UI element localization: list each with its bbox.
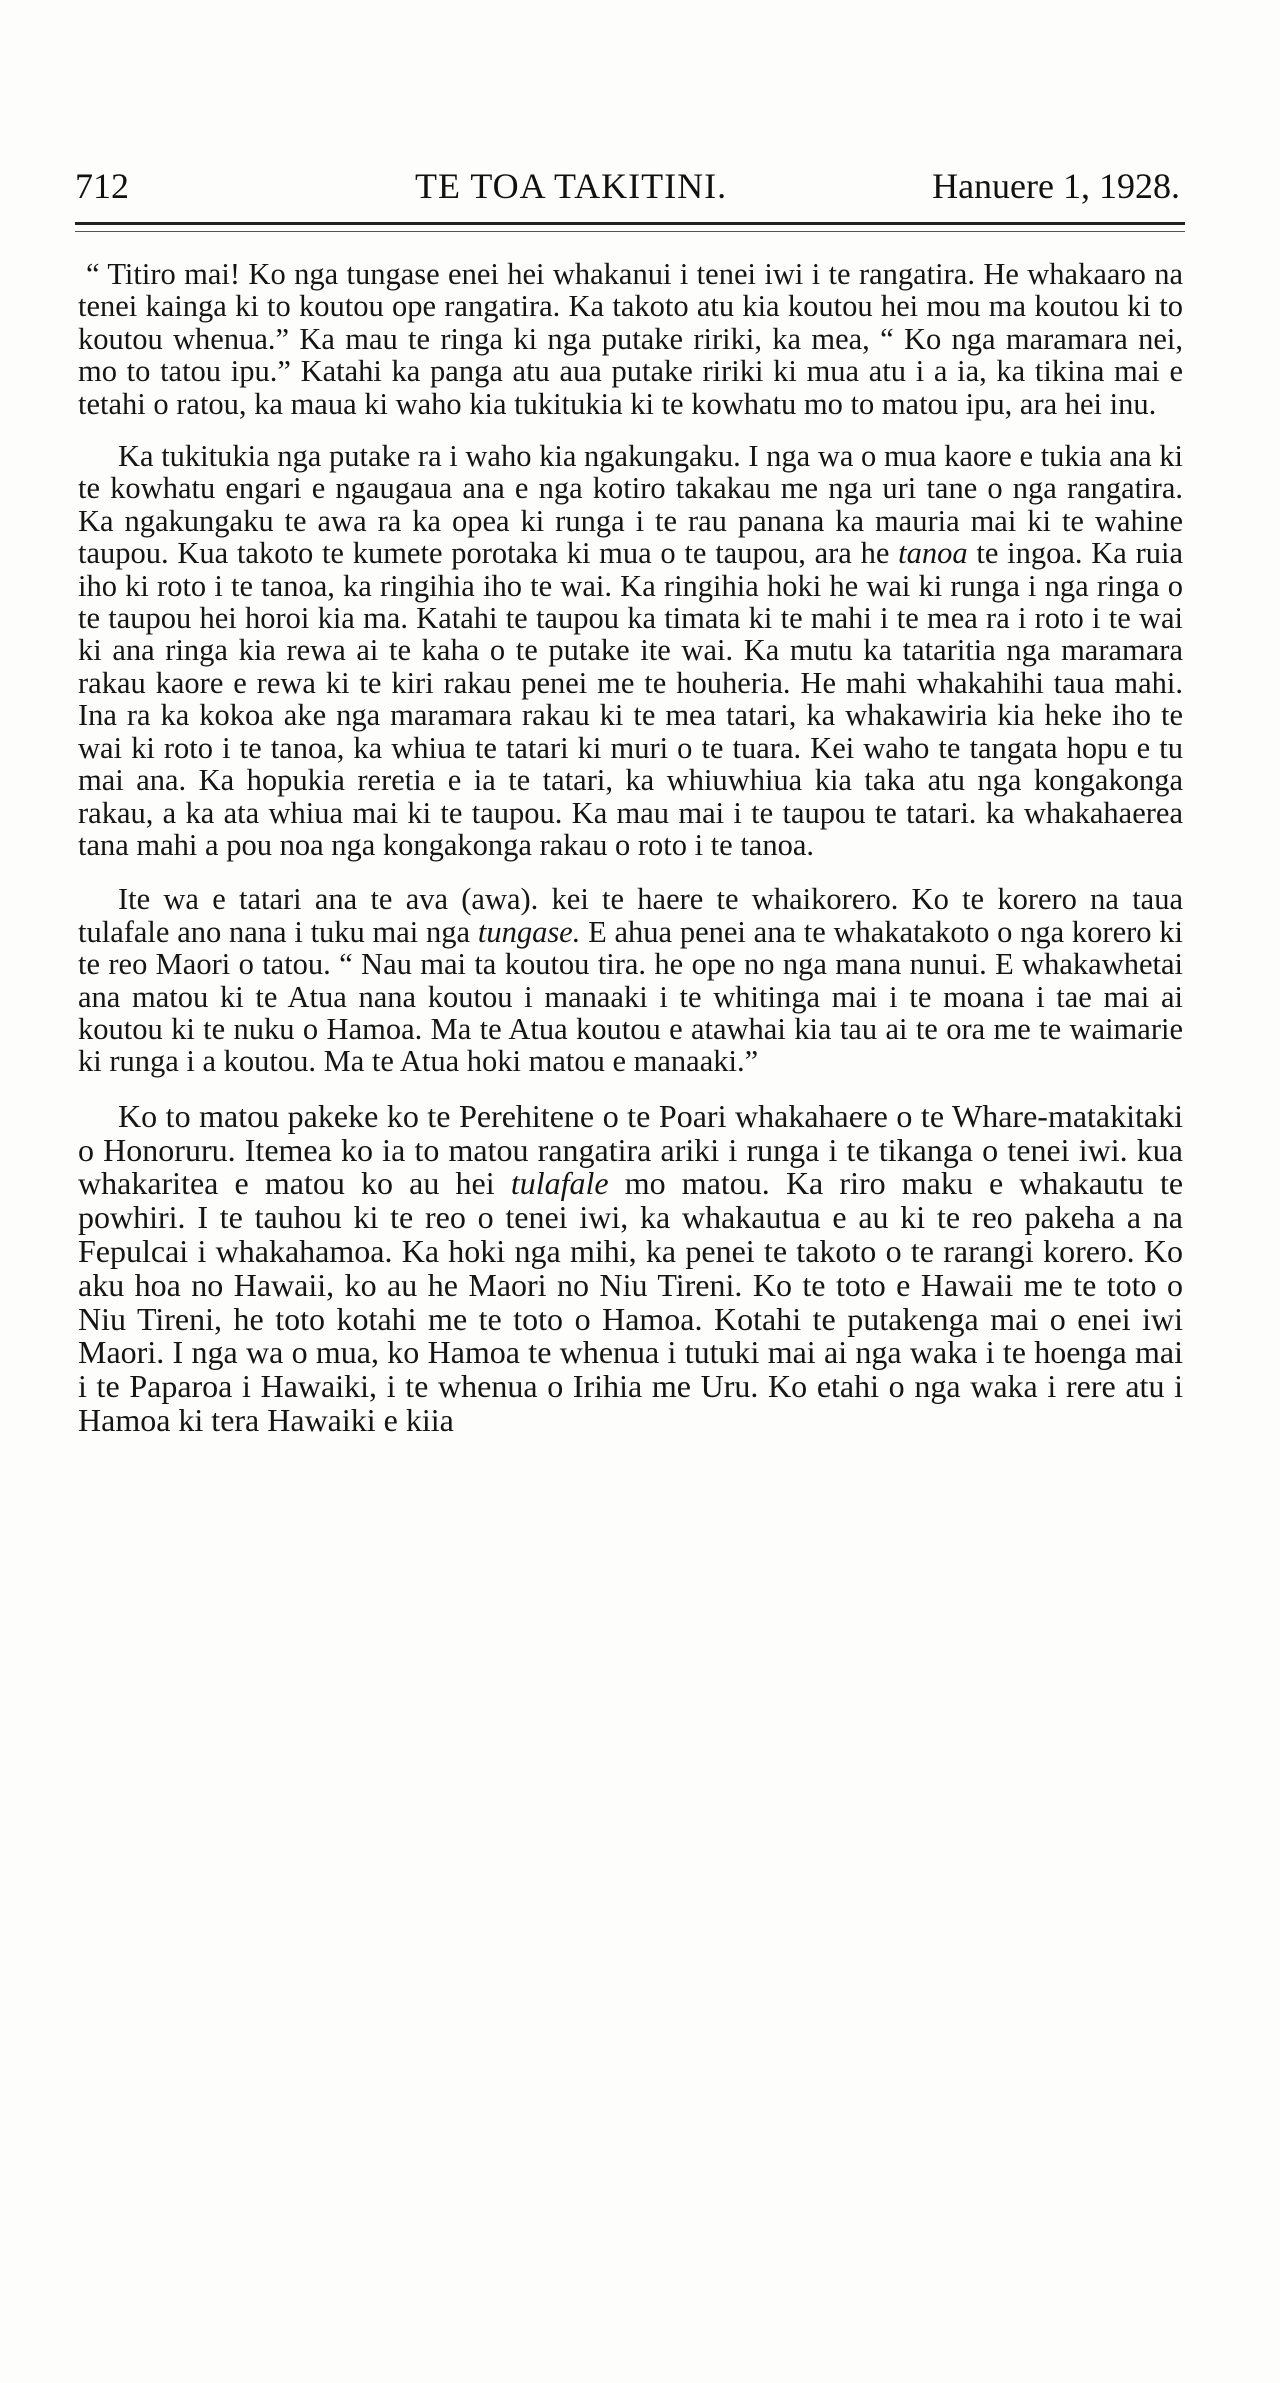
header-rule-thin [75, 231, 1185, 232]
paragraph-1 [78, 258, 1183, 420]
paragraph-3-text-after: E ahua penei ana te whakatakoto o nga korero ki te reo Maori o tatou. “ Nau mai ta koutou tira. he ope no nga mana nunui. E whakawhetai ana matou ki te Atua nana koutou i manaaki i te whitinga mai i te moana i tae mai ai koutou ki te nuku o Hamoa. Ma te Atua koutou e atawhai kia tau ai te ora me te waimarie ki runga i a koutou. Ma te Atua hoki matou e manaaki.” [78, 914, 1183, 1079]
issue-date: Hanuere 1, 1928. [932, 166, 1180, 206]
paragraph-3-italic-word: tungase. [477, 914, 581, 949]
article-body [78, 258, 1183, 1438]
paragraph-2-italic-word: tanoa [898, 536, 968, 571]
paragraph-2 [78, 440, 1183, 861]
paragraph-2-text: Ka tukitukia nga putake ra i waho kia ngakungaku. I nga wa o mua kaore e tukia ana ki te kowhatu engari e ngaugaua ana e nga kotiro takakau me nga uri tane o nga rangatira. Ka ngakungaku te awa ra ka opea ki runga i te rau panana ka mauria mai ki te wahine taupou. Kua takoto te kumete porotaka ki mua o te taupou, ara he [78, 439, 1183, 571]
paragraph-4-italic-word: tulafale [510, 1165, 609, 1202]
paragraph-2-text-after: te ingoa. Ka ruia iho ki roto i te tanoa, ka ringihia iho te wai. Ka ringihia hoki he wai ki runga i nga ringa o te taupou hei horoi kia ma. Katahi te taupou ka timata ki te mahi i te mea ra i roto i te wai ki ana ringa kia rewa ai te kaha o te putake ite wai. Ka mutu ka tataritia nga maramara rakau kaore e rewa ki te kiri rakau penei me te houheria. He mahi whakahihi taua mahi. Ina ra ka kokoa ake nga maramara rakau ki te mea tatari, ka whakawiria kia heke iho te wai ki roto i te tanoa, ka whiua te tatari ki muri o te tuara. Kei waho te tangata hopu e tu mai ana. Ka hopukia reretia e ia te tatari, ka whiuwhiua kia taka atu nga kongakonga rakau, a ka ata whiua mai ki te taupou. Ka mau mai i te taupou te tatari. ka whakahaerea tana mahi a pou noa nga kongakonga rakau o roto i te tanoa. [78, 536, 1184, 862]
paragraph-4 [78, 1097, 1184, 1438]
running-header [75, 165, 1180, 225]
header-rule-thick [75, 222, 1185, 225]
paragraph-4-text: Ko to matou pakeke ko te Perehitene o te Poari whakahaere o te Whare-matakitaki o Honoruru. Itemea ko ia to matou rangatira ariki i runga i te tikanga o tenei iwi. kua whakaritea e matou ko au hei [78, 1097, 1183, 1202]
paragraph-4-text-after: mo matou. Ka riro maku e whakautu te powhiri. I te tauhou ki te reo o tenei iwi, ka whakautua e au ki te reo pakeha a na Fepulcai i whakahamoa. Ka hoki nga mihi, ka penei te takoto o te rarangi korero. Ko aku hoa no Hawaii, ko au he Maori no Niu Tireni. Ko te toto e Hawaii me te toto o Niu Tireni, he toto kotahi me te toto o Hamoa. Kotahi te putakenga mai o enei iwi Maori. I nga wa o mua, ko Hamoa te whenua i tutuki mai ai nga waka i te hoenga mai i te Paparoa i Hawaiki, i te whenua o Irihia me Uru. Ko etahi o nga waka i rere atu i Hamoa ki tera Hawaiki e kiia [78, 1165, 1184, 1438]
paragraph-3-text: Ite wa e tatari ana te ava (awa). kei te haere te whaikorero. Ko te korero na taua tulafale ano nana i tuku mai nga [78, 882, 1183, 949]
paragraph-1-text: “ Titiro mai! Ko nga tungase enei hei whakanui i tenei iwi i te rangatira. He whakaaro na tenei kainga ki to koutou ope rangatira. Ka takoto atu kia koutou hei mou ma koutou ki to koutou whenua.” Ka mau te ringa ki nga putake ririki, ka mea, “ Ko nga maramara nei, mo to tatou ipu.” Katahi ka panga atu aua putake ririki ki mua atu i a ia, ka tikina mai e tetahi o ratou, ka maua ki waho kia tukitukia ki te kowhatu mo to matou ipu, ara hei inu. [78, 257, 1183, 421]
page-number: 712 [75, 166, 129, 206]
publication-title: TE TOA TAKITINI. [415, 166, 728, 206]
paragraph-3 [78, 883, 1183, 1077]
